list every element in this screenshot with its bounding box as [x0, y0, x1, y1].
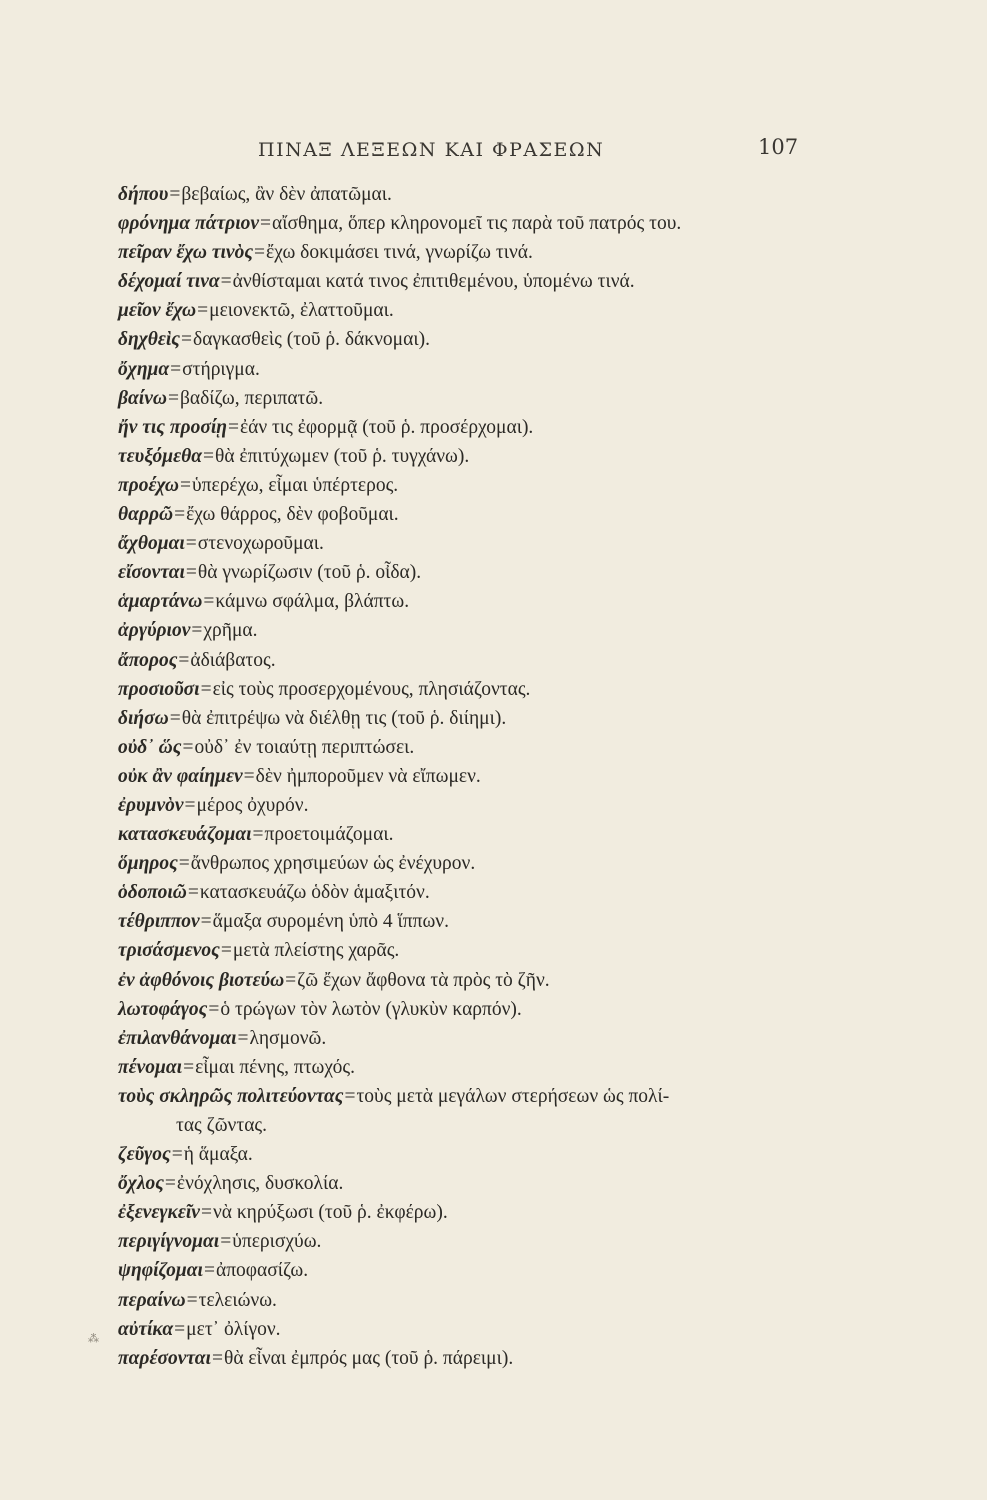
entry-separator: =	[208, 998, 220, 1020]
entry-separator: =	[203, 591, 215, 613]
glossary-entry	[118, 529, 818, 558]
entry-separator: =	[174, 1318, 186, 1340]
glossary-entry	[118, 442, 818, 471]
entry-definition: ἐάν τις ἐφορμᾷ (τοῦ ῥ. προσέρχομαι).	[239, 416, 534, 438]
glossary-entry	[118, 907, 818, 936]
glossary-entry	[118, 1286, 818, 1315]
entry-definition: δαγκασθεὶς (τοῦ ῥ. δάκνομαι).	[193, 329, 430, 351]
entry-term: ἐρυμνὸν	[118, 794, 184, 816]
entry-separator: =	[200, 678, 212, 700]
entry-definition: θὰ γνωρίζωσιν (τοῦ ῥ. οἶδα).	[197, 562, 422, 584]
margin-mark: ⁂	[88, 1332, 99, 1345]
glossary-entry	[118, 355, 818, 384]
glossary-entry	[118, 646, 818, 675]
glossary-entry	[118, 791, 818, 820]
entry-term: θαρρῶ	[118, 504, 174, 526]
glossary-entry	[118, 238, 818, 267]
entry-term: δηχθεὶς	[118, 329, 180, 351]
entry-definition: ὑπερισχύω.	[232, 1231, 322, 1253]
entry-term: λωτοφάγος	[118, 998, 208, 1020]
entry-separator: =	[237, 1027, 249, 1049]
entry-definition: βεβαίως, ἂν δὲν ἀπατῶμαι.	[181, 184, 392, 205]
page-header	[0, 135, 987, 175]
glossary-entry	[118, 267, 818, 296]
entry-separator: =	[203, 1260, 215, 1282]
entry-term: ἁμαρτάνω	[118, 591, 203, 613]
entry-separator: =	[169, 184, 181, 205]
entry-term: εἴσονται	[118, 562, 185, 584]
entry-definition: θὰ ἐπιτύχωμεν (τοῦ ῥ. τυγχάνω).	[214, 445, 470, 467]
entry-definition: στήριγμα.	[182, 358, 260, 380]
entry-term: ἤν τις προσίῃ	[118, 416, 227, 438]
entry-definition: μετ᾽ ὀλίγον.	[186, 1318, 281, 1340]
entry-term: δέχομαί τινα	[118, 271, 220, 293]
glossary-entry	[118, 936, 818, 965]
entry-separator: =	[260, 213, 272, 235]
entry-separator: =	[191, 620, 203, 642]
entry-separator: =	[220, 271, 232, 293]
entry-definition: χρῆμα.	[203, 620, 258, 642]
entry-definition: κάμνω σφάλμα, βλάπτω.	[215, 591, 410, 613]
entry-term: προέχω	[118, 474, 180, 496]
entry-separator: =	[178, 853, 190, 875]
entry-term: τευξόμεθα	[118, 445, 202, 467]
entry-separator: =	[187, 882, 199, 904]
glossary-entry	[118, 820, 818, 849]
entry-term: κατασκευάζομαι	[118, 824, 252, 846]
glossary-entry	[118, 1140, 818, 1169]
entry-separator: =	[285, 969, 297, 991]
glossary-entry	[118, 1198, 818, 1227]
entry-definition: εἰς τοὺς προσερχομένους, πλησιάζοντας.	[212, 678, 531, 700]
entry-definition: θὰ εἶναι ἐμπρός μας (τοῦ ῥ. πάρειμι).	[223, 1347, 514, 1369]
entry-term: ὄχλος	[118, 1173, 164, 1195]
entry-separator: =	[185, 562, 197, 584]
glossary-entry	[118, 704, 818, 733]
entry-term: ζεῦγος	[118, 1144, 171, 1166]
entry-definition: οὐδ᾽ ἐν τοιαύτῃ περιπτώσει.	[194, 736, 415, 758]
entry-separator: =	[220, 1231, 232, 1253]
entry-separator: =	[167, 387, 179, 409]
entry-continuation: τας ζῶντας.	[176, 1115, 268, 1136]
entry-separator: =	[185, 533, 197, 555]
entry-term: οὐδ᾽ ὥς	[118, 736, 182, 758]
entry-term: ἄχθομαι	[118, 533, 185, 555]
entry-definition: ὑπερέχω, εἶμαι ὑπέρτερος.	[192, 474, 399, 496]
entry-term: πένομαι	[118, 1056, 183, 1078]
entry-term: δήπου	[118, 184, 169, 205]
entry-definition: τελειώνω.	[198, 1289, 277, 1311]
glossary-entry	[118, 209, 818, 238]
entry-term: πεῖραν ἔχω τινὸς	[118, 242, 254, 264]
glossary-entry	[118, 1053, 818, 1082]
entry-separator: =	[184, 794, 196, 816]
entry-term: βαίνω	[118, 387, 167, 409]
entry-definition: θὰ ἐπιτρέψω νὰ διέλθῃ τις (τοῦ ῥ. διίημι).	[181, 707, 507, 729]
entry-term: μεῖον ἔχω	[118, 300, 197, 322]
entry-separator: =	[180, 474, 192, 496]
entry-term: φρόνημα πάτριον	[118, 213, 260, 235]
glossary-entry	[118, 878, 818, 907]
entry-separator: =	[243, 765, 255, 787]
entry-term: ὄχημα	[118, 358, 170, 380]
entry-separator: =	[186, 1289, 198, 1311]
entry-separator: =	[227, 416, 239, 438]
entry-definition: μειονεκτῶ, ἐλαττοῦμαι.	[209, 300, 394, 322]
entry-definition: κατασκευάζω ὁδὸν ἁμαξιτόν.	[199, 882, 430, 904]
glossary-entry	[118, 1344, 818, 1373]
entry-separator: =	[252, 824, 264, 846]
glossary-entry	[118, 995, 818, 1024]
entry-definition: βαδίζω, περιπατῶ.	[179, 387, 324, 409]
entry-separator: =	[183, 1056, 195, 1078]
entry-separator: =	[164, 1173, 176, 1195]
entry-definition: ἔχω δοκιμάσει τινά, γνωρίζω τινά.	[266, 242, 533, 264]
entry-term: τέθριππον	[118, 911, 200, 933]
entry-term: ἀργύριον	[118, 620, 191, 642]
entry-separator: =	[202, 445, 214, 467]
entry-term: ὅμηρος	[118, 853, 178, 875]
glossary-entry	[118, 500, 818, 529]
entry-separator: =	[200, 911, 212, 933]
entry-separator: =	[171, 1144, 183, 1166]
entry-definition: μετὰ πλείστης χαρᾶς.	[232, 940, 400, 962]
entry-definition: νὰ κηρύξωσι (τοῦ ῥ. ἐκφέρω).	[212, 1202, 448, 1224]
entry-definition: ἀδιάβατος.	[190, 649, 276, 671]
entry-definition: δὲν ἠμποροῦμεν νὰ εἴπωμεν.	[255, 765, 481, 787]
entry-term: ὁδοποιῶ	[118, 882, 187, 904]
entry-definition: ἐνόχλησις, δυσκολία.	[176, 1173, 344, 1195]
entry-term: ἐπιλανθάνομαι	[118, 1027, 237, 1049]
glossary-entry	[118, 1315, 818, 1344]
entry-term: τρισάσμενος	[118, 940, 220, 962]
entry-definition: αἴσθημα, ὅπερ κληρονομεῖ τις παρὰ τοῦ πατρός του.	[272, 213, 682, 235]
entry-definition: ἀνθίσταμαι κατά τινος ἐπιτιθεμένου, ὑπομένω τινά.	[232, 271, 635, 293]
glossary-entry	[118, 558, 818, 587]
entry-separator: =	[181, 329, 192, 351]
entry-definition: ὁ τρώγων τὸν λωτὸν (γλυκὺν καρπόν).	[220, 998, 522, 1020]
entry-separator: =	[169, 707, 181, 729]
glossary-entry	[118, 413, 818, 442]
glossary-entry	[118, 180, 818, 209]
entry-term: αὐτίκα	[118, 1318, 174, 1340]
entry-definition: ἄνθρωπος χρησιμεύων ὡς ἐνέχυρον.	[190, 853, 476, 875]
entry-definition: προετοιμάζομαι.	[264, 824, 394, 846]
entry-term: παρέσονται	[118, 1347, 211, 1369]
entry-definition: ἀποφασίζω.	[215, 1260, 309, 1282]
entry-separator: =	[170, 358, 182, 380]
entry-definition: στενοχωροῦμαι.	[197, 533, 324, 555]
glossary-entry	[118, 1169, 818, 1198]
entry-term: διήσω	[118, 707, 169, 729]
entry-term: ἐν ἀφθόνοις βιοτεύω	[118, 969, 285, 991]
entry-separator: =	[197, 300, 209, 322]
entry-term: ἐξενεγκεῖν	[118, 1202, 200, 1224]
entry-term: προσιοῦσι	[118, 678, 200, 700]
entry-separator: =	[200, 1202, 212, 1224]
entry-term: τοὺς σκληρῶς πολιτεύοντας	[118, 1085, 344, 1107]
glossary-entry	[118, 325, 818, 354]
glossary-entry	[118, 1082, 818, 1111]
glossary-entry	[118, 471, 818, 500]
entry-separator: =	[220, 940, 232, 962]
glossary-list	[118, 180, 818, 1373]
glossary-entry	[118, 966, 818, 995]
glossary-entry	[118, 587, 818, 616]
entry-definition: ἡ ἅμαξα.	[183, 1144, 253, 1166]
glossary-entry	[118, 849, 818, 878]
entry-separator: =	[211, 1347, 223, 1369]
entry-definition: λησμονῶ.	[249, 1027, 327, 1049]
glossary-entry	[118, 384, 818, 413]
entry-term: οὐκ ἂν φαίημεν	[118, 765, 243, 787]
entry-definition: εἶμαι πένης, πτωχός.	[195, 1056, 355, 1078]
glossary-entry	[118, 733, 818, 762]
glossary-entry	[118, 675, 818, 704]
running-title: ΠΙΝΑΞ ΛΕΞΕΩΝ ΚΑΙ ΦΡΑΣΕΩΝ	[258, 139, 605, 161]
page-number: 107	[758, 135, 799, 159]
entry-definition: ζῶ ἔχων ἄφθονα τὰ πρὸς τὸ ζῆν.	[297, 969, 550, 991]
glossary-entry	[118, 1256, 818, 1285]
entry-term: περιγίγνομαι	[118, 1231, 220, 1253]
glossary-entry	[118, 616, 818, 645]
entry-definition: ἅμαξα συρομένη ὑπὸ 4 ἵππων.	[212, 911, 449, 933]
entry-separator: =	[174, 504, 186, 526]
glossary-entry	[118, 1024, 818, 1053]
glossary-entry	[118, 296, 818, 325]
entry-definition: ἔχω θάρρος, δὲν φοβοῦμαι.	[186, 504, 399, 526]
entry-definition: μέρος ὀχυρόν.	[196, 794, 309, 816]
entry-term: ψηφίζομαι	[118, 1260, 203, 1282]
entry-definition: τοὺς μετὰ μεγάλων στερήσεων ὡς πολί-	[356, 1085, 670, 1107]
entry-term: ἄπορος	[118, 649, 178, 671]
entry-separator: =	[182, 736, 194, 758]
glossary-entry	[118, 1227, 818, 1256]
entry-term: περαίνω	[118, 1289, 186, 1311]
glossary-entry	[118, 762, 818, 791]
entry-separator: =	[254, 242, 266, 264]
entry-separator: =	[178, 649, 190, 671]
entry-separator: =	[344, 1085, 356, 1107]
